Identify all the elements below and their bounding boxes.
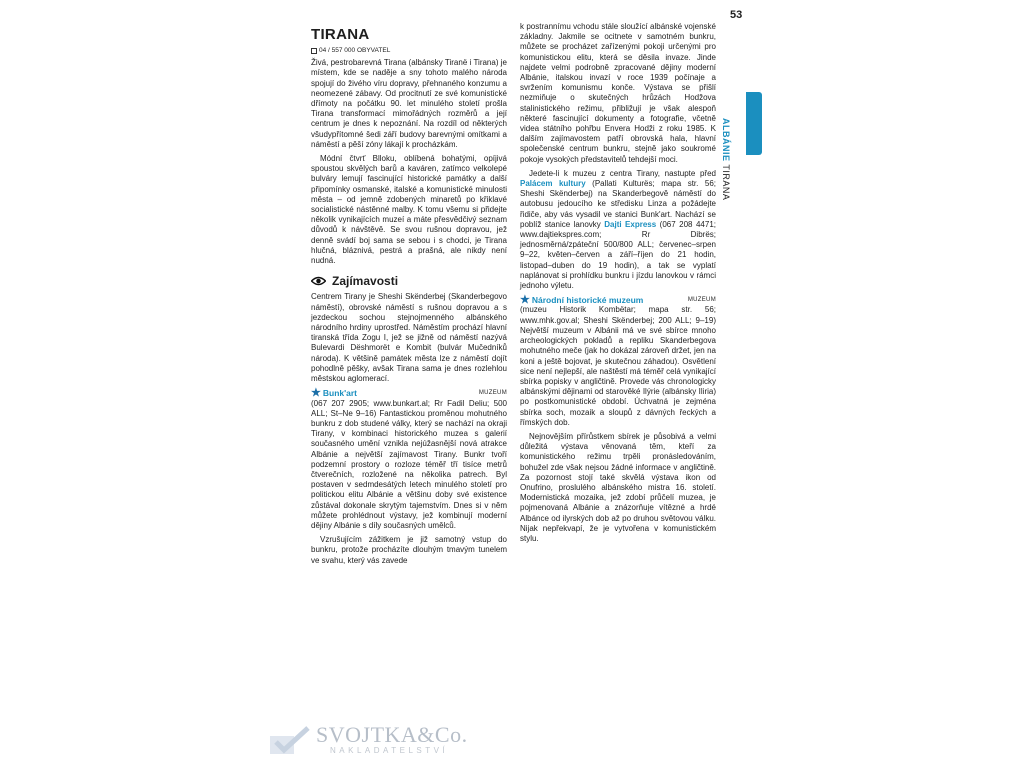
- entry-text-national-museum: (muzeu Historik Kombëtar; mapa str. 56; www.mhk.gov.al; Sheshi Skënderbej; 200 ALL; 9–19) Největší muzeum v Albánii má ve své sbírce mnoho archeologických pokladů a repliku Skanderbegova mohutného meče (jak ho dokázal zároveň držet, jen na koni a ještě bojovat, je skutečnou záhadou). Osvětlení sice není nejlepší, ale naštěstí má téměř celá vynikající sbírka popisky v angličtině. Provede vás chronologicky albánskými dějinami od starověké Ilýrie (albánsky Iliria) po postkomunistické období. Úchvatná je zejména sbírka soch, mozaik a sloupů z dávných řeckých a římských dob.: [520, 305, 716, 427]
- entry-name-bunkart: [311, 388, 357, 398]
- directions-start: Jedete-li k muzeu z centra Tirany, nastupte před: [529, 168, 716, 178]
- entry-header-bunkart: [311, 388, 507, 398]
- sights-heading-text: Zajímavosti: [332, 274, 399, 289]
- chapter-tab: [746, 92, 762, 155]
- palace-of-culture-link: Palácem kultury: [520, 179, 586, 189]
- side-country: ALBÁNIE: [721, 118, 731, 162]
- page-number: 53: [730, 9, 743, 21]
- city-title: TIRANA: [311, 26, 370, 43]
- directions-mid: (Pallati Kulturës; mapa str. 56; Sheshi Skënderbej) na Skanderbegově náměstí do autobusu jedoucího ke středisku Linza a požádejte řidiče, aby vás vysadil ve stanici Bunk'art. Nachází se poblíž stanice lanovky: [520, 179, 716, 229]
- entry-header-national-museum: [520, 295, 716, 305]
- museum-exhibits-paragraph: Nejnovějším přírůstkem sbírek je působivá a velmi důležitá výstava věnovaná těm, kteří za komunistického režimu trpěli pronásledováním, bohužel zde však nejsou žádné informace v angličtině. Za pozornost stojí také skvělá výstava ikon od Onufrino, proslulého albánského mistra 16. století. Modernistická mozaika, jež zdobí průčelí muzea, je pojmenovaná Albánie a znázorňuje vítězné a hrdé Albánce od ilyrských dob až po druhou světovou válku. Nijak nepřekvapí, že je vytvořena v komunistickém stylu.: [520, 431, 716, 543]
- intro-paragraph-2: Módní čtvrť Blloku, oblíbená bohatými, opíjivá spoustou skvělých barů a kaváren, zatímco velkolepé bulváry lemují fascinující historické památky a další připomínky osmanské, italské a komunistické minulosti města – od jemně zdobených minaretů po křiklavé socialistické nástěnné malby. K tomu všemu si přidejte několik vynikajících muzeí a máte přesvědčivý seznam důvodů k návštěvě. Se svou rušnou dopravou, jež denně svádí boj sama se sebou i s chodci, je Tirana hlučná, bláznivá, pestrá a prašná, ale nikdy není nudná.: [311, 154, 507, 266]
- intro-paragraph-1: Živá, pestrobarevná Tirana (albánsky Tiranë i Tirana) je místem, kde se naděje a sny tohoto malého národa spojují do živého víru dopravy, přehnaného konzumu a neomezené zábavy. Od procitnutí ze své komunistické dřímoty na počátku 90. let minulého století prošla Tirana transformací mimořádných rozměrů a její centrum je dnes k nepoznání. Na rozdíl od některých všudypřítomné šedi září budovy barevnými omítkami a náměstí a pěší zóny lákají k procházkám.: [311, 58, 507, 149]
- population-line: [311, 46, 507, 56]
- entry-more-bunkart: Vzrušujícím zážitkem je již samotný vstup do bunkru, protože procházíte dlouhým tmavým tunelem ve svahu, který vás zavede: [311, 535, 507, 565]
- sights-intro: Centrem Tirany je Sheshi Skënderbej (Skanderbegovo náměstí), obrovské náměstí s rušnou dopravou a s jezdeckou sochou stejnojmenného albánského národního hrdiny uprostřed. Náměstím prochází hlavní tiranská třída Zogu I, jež se jižně od náměstí nazývá Bulevardi Dëshmorët e Kombit (bulvár Mučedníků národa). K většině památek města lze z náměstí dojít pohodlně pěšky, avšak Tirana sama je dnes rozlehlou městskou aglomerací.: [311, 292, 507, 384]
- directions-paragraph: [520, 169, 716, 291]
- watermark-brand: SVOJTKA&Co.: [316, 722, 468, 747]
- right-column: [520, 22, 716, 548]
- entry-type-bunkart: MUZEUM: [478, 390, 507, 397]
- dajti-express-link: Dajti Express: [604, 219, 657, 229]
- side-running-head: [721, 118, 731, 208]
- left-column: [311, 26, 507, 570]
- entry-text-bunkart: (067 207 2905; www.bunkart.al; Rr Fadil Deliu; 500 ALL; St–Ne 9–16) Fantastickou proměnou mohutného bunkru z dob studené války, který se nachází na okraji Tirany, v kombinaci historického muzea s galerií současného umění vznikla nejúžasnější nová atrakce Albánie a největší zajímavost Tirany. Bunkr tvoří podzemní prostory o rozloze téměř tří tisíce metrů čtverečních, rozložené na několika patrech. Byl postaven v sedmdesátých letech minulého století pro politickou elitu Albánie a většinu doby své existence zůstával dokonale skrytým tajemstvím. Dnes si v něm můžete prohlédnout výstavy, jež kombinují moderní dějiny Albánie s díly současných umělců.: [311, 398, 507, 530]
- eye-icon: [311, 276, 326, 286]
- star-icon: ★: [311, 387, 321, 400]
- watermark-text: [316, 724, 468, 755]
- watermark-sub: NAKLADATELSTVÍ: [330, 746, 449, 755]
- area-code-icon: [311, 48, 317, 54]
- publisher-watermark: [268, 724, 468, 764]
- entry-type-national-museum: MUZEUM: [687, 297, 716, 304]
- population-text: 04 / 557 000 OBYVATEL: [319, 47, 391, 54]
- checkmark-logo-icon: [268, 724, 310, 756]
- sights-heading: [311, 274, 507, 289]
- entry-name-national-museum-text: Národní historické muzeum: [531, 295, 644, 306]
- side-city: TIRANA: [721, 164, 731, 201]
- entry-name-bunkart-text: Bunk'art: [322, 388, 358, 399]
- entry-name-national-museum: [520, 295, 643, 305]
- directions-end: (067 208 4471; www.dajtiekspres.com; Rr Dibrës; jednosměrná/zpáteční 500/800 ALL; červenec–srpen 9–22, květen–červen a září–říjen do 21 hodin, listopad–duben do 19 hodin), a tak se vyplatí naplánovat si prohlídku bunkru i jízdu lanovkou v rámci jednoho výletu.: [520, 219, 716, 291]
- bunkart-continued-paragraph: k postrannímu vchodu stále sloužící albánské vojenské základny. Jakmile se ocitnete v samotném bunkru, můžete se procházet zařízenými pokoji určenými pro komunistickou elitu, která se děsila invaze. Jinde najdete velmi podrobně zpracované dějiny moderní Albánie, italskou invazí v roce 1939 počínaje a svržením komunismu konče. Výstava se přišlí nezmiňuje o skutečných hrůzách Hodžova stalinistického režimu, přibližují je však alespoň některé fascinující dokumenty a fotografie, včetně videa státního pohřbu Envera Hodži z roku 1985. K dalším zajímavostem patří obrovská hala, hlavní společenské centrum bunkru, stejně jako soukromé pokoje vysokých představitelů tehdejší moci.: [520, 22, 716, 164]
- star-icon: ★: [520, 294, 530, 307]
